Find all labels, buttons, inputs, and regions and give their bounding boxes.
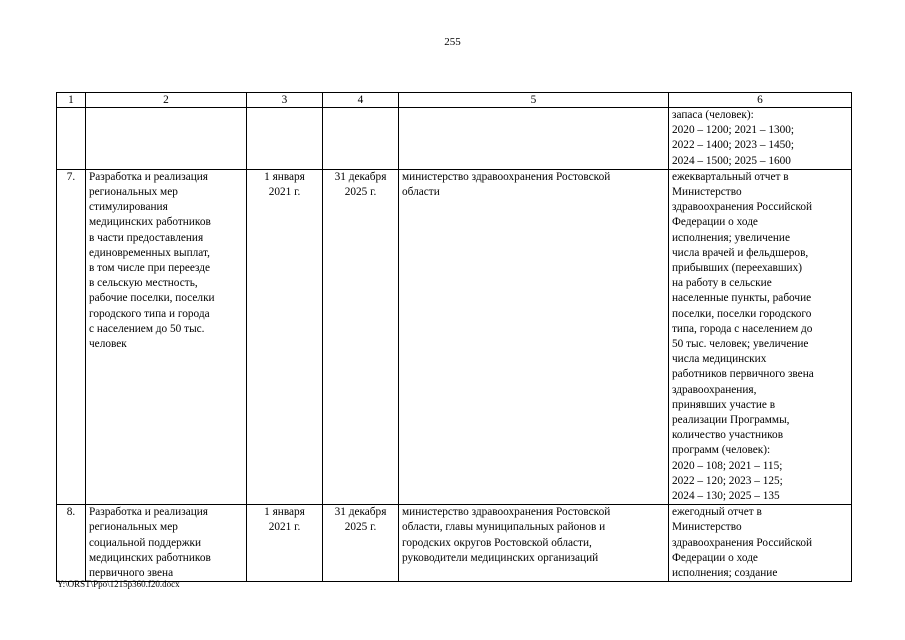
table-row [57,169,852,504]
cell-empty [57,108,86,170]
cell-empty [399,108,669,170]
header-col-4: 4 [323,93,399,108]
cell-result: ежегодный отчет в Министерство здравоохранения Российской Федерации о ходе исполнения; создание [669,505,852,582]
cell-start-date: 1 января 2021 г. [247,169,323,504]
cell-responsible: министерство здравоохранения Ростовской области [399,169,669,504]
header-col-5: 5 [399,93,669,108]
cell-number: 8. [57,505,86,582]
cell-empty [323,108,399,170]
cell-start-date: 1 января 2021 г. [247,505,323,582]
cell-empty [247,108,323,170]
measures-table [56,92,852,582]
table-row-continuation [57,108,852,170]
header-col-1: 1 [57,93,86,108]
cell-responsible: министерство здравоохранения Ростовской области, главы муниципальных районов и городских округов Ростовской области, руководители медицинских организаций [399,505,669,582]
table-header-row [57,93,852,108]
header-col-2: 2 [86,93,247,108]
table-row [57,505,852,582]
header-col-6: 6 [669,93,852,108]
cell-number: 7. [57,169,86,504]
cell-result: ежеквартальный отчет в Министерство здравоохранения Российской Федерации о ходе исполнения; увеличение числа врачей и фельдшеров, прибывших (переехавших) на работу в сельские населенные пункты, рабочие поселки, поселки городского типа, города с населением до 50 тыс. человек; увеличение числа медицинских работников первичного звена здравоохранения, принявших участие в реализации Программы, количество участников программ (человек): 2020 – 108; 2021 – 115; 2022 – 120; 2023 – 125; 2024 – 130; 2025 – 135 [669,169,852,504]
cell-measure: Разработка и реализация региональных мер стимулирования медицинских работников в части предоставления единовременных выплат, в том числе при переезде в сельскую местность, рабочие поселки, поселки городского типа и города с населением до 50 тыс. человек [86,169,247,504]
cell-end-date: 31 декабря 2025 г. [323,505,399,582]
cell-empty [86,108,247,170]
cell-measure: Разработка и реализация региональных мер социальной поддержки медицинских работников первичного звена [86,505,247,582]
cell-result: запаса (человек): 2020 – 1200; 2021 – 1300; 2022 – 1400; 2023 – 1450; 2024 – 1500; 2025 – 1600 [669,108,852,170]
cell-end-date: 31 декабря 2025 г. [323,169,399,504]
header-col-3: 3 [247,93,323,108]
footer-file-path: Y:\ORST\Ppo\1215p360.f20.docx [57,579,180,589]
page-number: 255 [444,36,461,48]
